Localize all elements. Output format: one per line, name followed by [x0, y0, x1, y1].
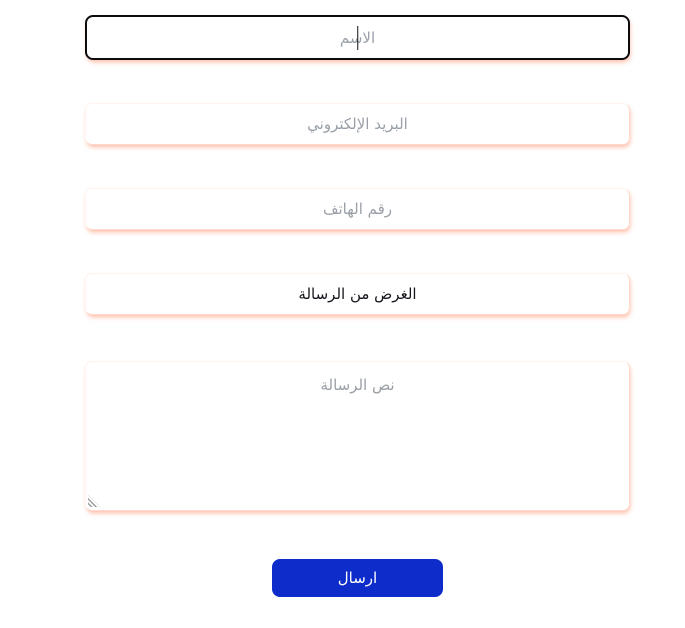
send-button[interactable]: ارسال — [272, 559, 443, 597]
email-field-wrap — [85, 103, 630, 145]
phone-input[interactable] — [85, 188, 630, 230]
submit-row — [85, 559, 630, 597]
phone-field-wrap — [85, 188, 630, 230]
name-input[interactable] — [85, 15, 630, 60]
name-field-wrap — [85, 15, 630, 60]
purpose-field-wrap — [85, 273, 630, 315]
email-input[interactable] — [85, 103, 630, 145]
message-textarea[interactable] — [85, 361, 630, 511]
contact-form — [85, 15, 630, 597]
purpose-select[interactable] — [85, 273, 630, 315]
message-field-wrap — [85, 361, 630, 511]
